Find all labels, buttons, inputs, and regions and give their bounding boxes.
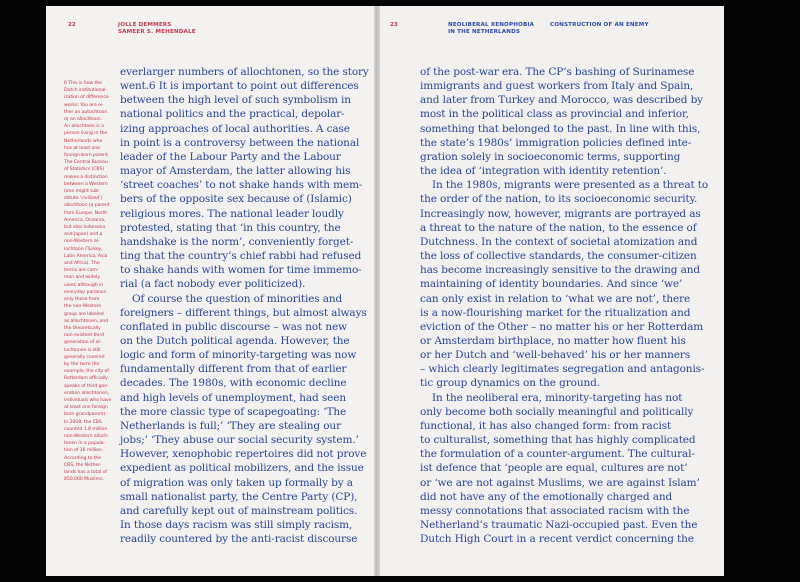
text-line: decades. The 1980s, with economic decline xyxy=(120,377,347,390)
text-line: most in the political class as provincial and inferior, xyxy=(420,108,689,121)
text-line: gration solely in socioeconomic terms, supporting xyxy=(420,150,681,163)
text-line: ist defence that ‘people are equal, cultures are not’ xyxy=(420,462,688,475)
text-line: by the term (for xyxy=(64,361,100,367)
text-line: Dutch institutional- xyxy=(64,88,107,94)
text-line: non-Western al- xyxy=(64,239,100,245)
text-line: did not have any of the emotionally charged and xyxy=(420,490,673,503)
text-line: Dutch High Court in a recent verdict concerning the xyxy=(420,533,694,546)
text-line: everlarger numbers of allochtonen, so the story xyxy=(120,66,369,78)
text-line: ting that the country’s chief rabbi had refused xyxy=(120,250,362,263)
left-page xyxy=(46,6,374,576)
text-line: CBS, the Nether- xyxy=(64,462,102,468)
text-line: national politics and the practical, depolar- xyxy=(120,108,345,121)
text-line: Netherlands is full;’ ‘They are stealing our xyxy=(120,419,341,432)
left-body-text xyxy=(120,65,372,546)
text-line: allochtoon (a parent xyxy=(64,203,110,209)
text-line: as allochtonen, and xyxy=(64,318,109,324)
text-line: speaks of third gen- xyxy=(64,383,109,389)
text-line: only those from xyxy=(64,297,100,303)
text-line: An allochtoon is a xyxy=(64,124,104,130)
text-line: In the 1980s, migrants were presented as a threat to xyxy=(432,179,709,192)
text-line: person living in the xyxy=(64,131,108,137)
text-line: the theoretically xyxy=(64,325,101,331)
text-line: izing approaches of local authorities. A case xyxy=(120,122,350,135)
text-line: between a Western xyxy=(64,181,108,187)
text-line: ization of difference xyxy=(64,95,109,101)
text-line: expedient as political mobilizers, and the issue xyxy=(120,462,364,475)
text-line: In the neoliberal era, minority-targeting has not xyxy=(432,391,683,404)
text-line: and carefully kept out of mainstream politics. xyxy=(120,504,358,517)
text-line: can only exist in relation to ‘what we are not’, there xyxy=(420,292,691,305)
text-line: something that belonged to the past. In line with this, xyxy=(420,122,701,135)
text-line: and Africa). The xyxy=(64,261,100,267)
text-line: logic and form of minority-targeting was now xyxy=(120,349,357,362)
text-line: and high levels of unemployment, had seen xyxy=(120,391,346,404)
text-line: everyday parlance xyxy=(64,289,107,295)
text-line: only become both socially meaningful and politically xyxy=(420,405,694,418)
page-number-left: 22 xyxy=(68,22,76,28)
text-line: to shake hands with women for time immemo- xyxy=(120,264,362,277)
text-line: Dutchness. In the context of societal atomization and xyxy=(420,235,698,248)
title-running-header: NEOLIBERAL XENOPHOBIA IN THE NETHERLANDS xyxy=(448,22,535,35)
text-line: the more classic type of scapegoating: ‘The xyxy=(120,405,347,418)
text-line: to culturalist, something that has highly complicated xyxy=(420,434,696,447)
text-line: from Europe, North xyxy=(64,210,108,216)
text-line: mon and widely xyxy=(64,275,100,281)
text-line: conflated in public discourse – was not new xyxy=(120,320,347,333)
text-line: protested, stating that ‘in this country, the xyxy=(120,221,341,234)
text-line: lands has a total of xyxy=(64,469,107,475)
text-line: tic group dynamics on the ground. xyxy=(420,377,600,390)
text-line: the state’s 1980s’ immigration policies defined inte- xyxy=(420,136,692,149)
text-line: group are labeled xyxy=(64,311,104,317)
text-line: is a now-flourishing market for the ritualization and xyxy=(420,306,691,319)
text-line: Latin America, Asia xyxy=(64,253,108,259)
text-line: mayor of Amsterdam, the latter allowing his xyxy=(120,165,351,178)
text-line: The Central Bureau xyxy=(64,160,108,166)
text-line: lochtonen is still xyxy=(64,347,101,353)
right-body-text xyxy=(420,65,718,546)
text-line: eration allochtonen, xyxy=(64,390,110,396)
text-line: went.6 It is important to point out differences xyxy=(120,80,359,93)
text-line: individuals who have xyxy=(64,397,112,403)
text-line: the formulation of a counter-argument. The cultural- xyxy=(420,448,695,461)
text-line: foreigners – different things, but almost always xyxy=(120,306,367,319)
text-line: ‘street coaches’ to not shake hands with mem- xyxy=(120,179,363,192)
text-line: ther an autochtoon xyxy=(64,109,108,115)
text-line: terms are com- xyxy=(64,268,99,274)
text-line: Netherland’s traumatic Nazi-occupied past. Even the xyxy=(420,519,698,531)
text-line: Increasingly now, however, migrants are portrayed as xyxy=(420,207,701,220)
text-line: of the post-war era. The CP’s bashing of Surinamese xyxy=(420,66,695,78)
text-line: However, xenophobic repertoires did not prove xyxy=(120,448,367,461)
text-line: the order of the nation, to its socioeconomic security. xyxy=(420,193,698,206)
text-line: generation of al- xyxy=(64,340,102,346)
text-line: in point is a controversy between the national xyxy=(120,136,360,149)
text-line: used, although in xyxy=(64,282,104,288)
text-line: religious mores. The national leader loudly xyxy=(120,207,344,220)
text-line: example, the city of xyxy=(64,369,109,375)
text-line: or Amsterdam birthplace, no matter how fluent his xyxy=(420,334,686,347)
text-line: between the high level of such symbolism in xyxy=(120,94,351,107)
text-line: eviction of the Other – no matter his or her Rotterdam xyxy=(420,320,704,333)
text-line: the non-Western xyxy=(64,304,102,310)
text-line: non-Western alloch- xyxy=(64,433,109,439)
text-line: the idea of ‘integration with identity retention’. xyxy=(420,165,667,178)
text-line: and later from Turkey and Morocco, was described by xyxy=(420,94,703,107)
text-line: maintaining of identity boundaries. And since ‘we’ xyxy=(420,278,683,291)
text-line: fundamentally different from that of earlier xyxy=(120,363,347,376)
text-line: works: You are ei- xyxy=(64,102,104,108)
text-line: or an allochtoon. xyxy=(64,117,102,123)
text-line: a threat to the nature of the nation, to the essence of xyxy=(420,221,697,234)
text-line: foreign-born parent. xyxy=(64,153,110,159)
text-line: has at least one xyxy=(64,145,100,151)
text-line: makes a distinction xyxy=(64,174,108,180)
text-line: on the Dutch political agenda. However, the xyxy=(120,334,350,347)
text-line: readily countered by the anti-racist discourse xyxy=(120,533,358,546)
footnote-6 xyxy=(64,80,118,483)
text-line: the loss of collective standards, the consumer-citizen xyxy=(420,250,697,263)
text-line: tonen in a popula- xyxy=(64,441,106,447)
text-line: Rotterdam officially xyxy=(64,376,108,382)
text-line: handshake is the norm’, conveniently forget- xyxy=(120,235,354,248)
text-line: functional, it has also changed form: from racist xyxy=(420,419,672,432)
text-line: at least one foreign xyxy=(64,405,108,411)
text-line: leader of the Labour Party and the Labour xyxy=(120,150,341,163)
chapter-running-header: CONSTRUCTION OF AN ENEMY xyxy=(550,22,649,28)
text-line: – which clearly legitimates segregation and antagonis- xyxy=(420,363,705,376)
text-line: of Statistics (CBS) xyxy=(64,167,105,173)
text-line: jobs;’ ‘They abuse our social security system.’ xyxy=(120,434,359,447)
text-line: generally covered xyxy=(64,354,105,360)
text-line: In 2008, the CBS xyxy=(64,419,102,425)
text-line: counted 1.8 million xyxy=(64,426,108,432)
text-line: 850,000 Muslims. xyxy=(64,477,104,483)
text-line: rial (a fact nobody ever politicized). xyxy=(120,278,306,291)
text-line: tion of 16 million. xyxy=(64,448,104,454)
text-line: has become increasingly sensitive to the drawing and xyxy=(420,264,701,277)
page-number-right: 23 xyxy=(390,22,398,28)
text-line: small nationalist party, the Centre Party (CP), xyxy=(120,490,358,503)
text-line: or ‘we are not against Muslims, we are against Islam’ xyxy=(420,476,700,489)
text-line: Netherlands who xyxy=(64,138,103,144)
text-line: (one might sub- xyxy=(64,189,100,195)
text-line: born grandparent). xyxy=(64,412,107,418)
text-line: Of course the question of minorities and xyxy=(132,292,343,305)
text-line: America, Oceania, xyxy=(64,217,106,223)
text-line: and Japan) and a xyxy=(64,232,103,238)
text-line: immigrants and guest workers from Italy and Spain, xyxy=(420,80,694,93)
text-line: of migration was only taken up formally by a xyxy=(120,476,353,489)
right-page xyxy=(380,6,724,576)
text-line: 6 This is how the xyxy=(64,81,102,86)
text-line: lochtoon (Turkey, xyxy=(64,246,103,252)
text-line: or her Dutch and ‘well-behaved’ his or her manners xyxy=(420,349,690,362)
text-line: but also Indonesia xyxy=(64,225,106,231)
author-running-header: JOLLE DEMMERS SAMEER S. MEHENDALE xyxy=(118,22,196,35)
text-line: stitute ‘civilized’) xyxy=(64,196,103,202)
text-line: non-existent third xyxy=(64,333,104,339)
text-line: According to the xyxy=(64,455,101,461)
text-line: In those days racism was still simply racism, xyxy=(120,519,353,531)
text-line: messy connotations that associated racism with the xyxy=(420,504,690,517)
text-line: bers of the opposite sex because of (Islamic) xyxy=(120,193,352,206)
